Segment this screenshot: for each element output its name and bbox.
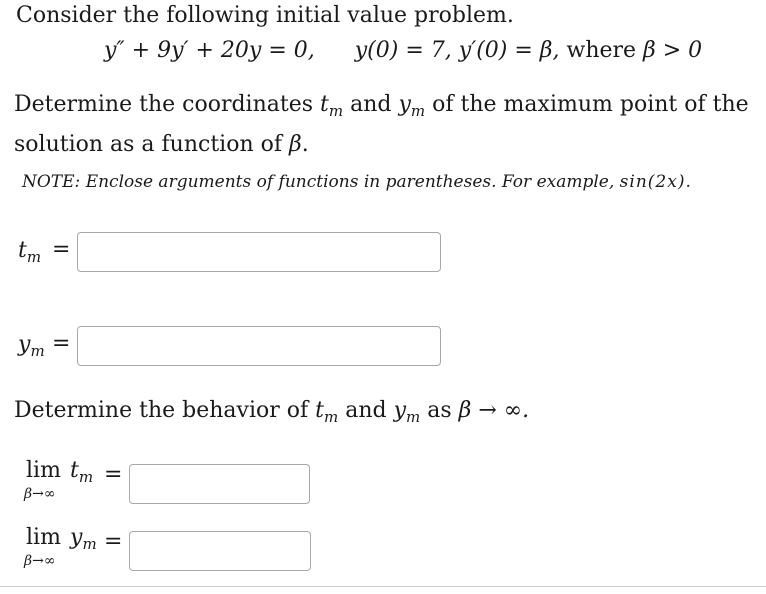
ode-text: y″ + 9y′ + 20y = 0,	[104, 38, 315, 63]
lim-ym-answer-input[interactable]	[129, 531, 311, 571]
tm-equals: =	[52, 237, 71, 262]
ym-equals: =	[52, 331, 71, 356]
determine-prefix: Determine the coordinates	[14, 92, 314, 117]
lim-word-tm: lim	[26, 458, 61, 483]
behavior-ym-symbol: $y_m$	[393, 398, 421, 426]
lim-tm-answer-input[interactable]	[129, 464, 310, 504]
determine-paragraph	[14, 88, 754, 161]
note-example: sin(2x).	[619, 172, 692, 192]
lim-ym-subscript: β→∞	[24, 553, 56, 569]
behavior-tm-symbol: $t_m$	[315, 398, 339, 426]
behavior-sentence	[14, 398, 529, 426]
lim-ym-label	[26, 525, 97, 553]
tm-answer-input[interactable]	[77, 232, 441, 272]
beta-condition: β > 0	[643, 38, 703, 63]
tm-label: $t_m$	[18, 238, 42, 266]
period: .	[301, 132, 309, 157]
lim-tm-subscript: β→∞	[24, 486, 56, 502]
initial-condition-2: y′(0) = β,	[458, 38, 560, 63]
lim-word-ym: lim	[26, 525, 61, 550]
lim-ym-symbol: $y_m$	[70, 525, 97, 553]
note-text	[22, 172, 692, 192]
bottom-divider	[0, 586, 766, 587]
problem-intro: Consider the following initial value problem.	[16, 3, 514, 28]
where-word: where	[566, 38, 637, 63]
ym-label: $y_m$	[18, 332, 45, 360]
initial-condition-1: y(0) = 7,	[354, 38, 452, 63]
note-body: NOTE: Enclose arguments of functions in parentheses. For example,	[22, 172, 615, 192]
ivp-equation	[104, 38, 702, 63]
determine-suffix-1: of the maximum point of the	[432, 92, 749, 117]
ym-symbol: $y_m$	[398, 92, 426, 120]
lim-ym-equals: =	[104, 529, 123, 554]
behavior-as-word: as	[427, 398, 452, 423]
behavior-limit: β → ∞.	[458, 398, 530, 423]
behavior-prefix: Determine the behavior of	[14, 398, 309, 423]
behavior-and-word: and	[345, 398, 387, 423]
tm-symbol: $t_m$	[320, 92, 344, 120]
lim-tm-symbol: $t_m$	[70, 458, 94, 486]
ym-answer-input[interactable]	[77, 326, 441, 366]
beta-symbol: β	[289, 132, 302, 157]
lim-tm-label	[26, 458, 93, 486]
determine-suffix-2: solution as a function of	[14, 132, 283, 157]
and-word: and	[350, 92, 392, 117]
lim-tm-equals: =	[104, 462, 123, 487]
